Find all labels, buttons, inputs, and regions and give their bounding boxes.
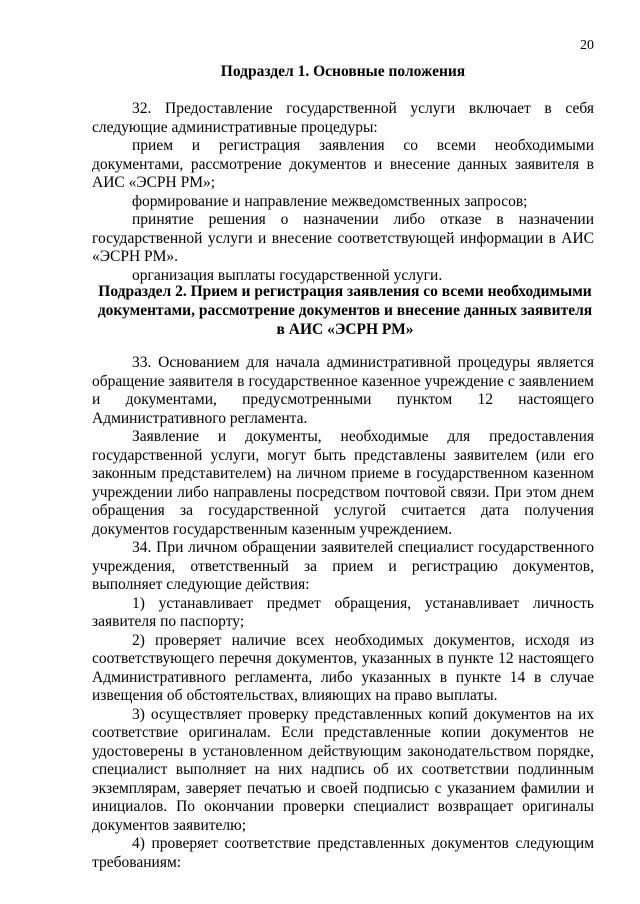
action-item-4: 4) проверяет соответствие представленных документов следующим требованиям: bbox=[92, 835, 594, 871]
paragraph-33-continued: Заявление и документы, необходимые для предоставления государственной услуги, могут быть представлены заявителем (или его законным представителем) на личном приеме в государственном казенном учреждении либо направлены посредством почтовой связи. При этом днем обращения за государственной услугой считается дата получения документов государственным казенным учреждением. bbox=[92, 428, 594, 538]
action-item-1: 1) устанавливает предмет обращения, устанавливает личность заявителя по паспорту; bbox=[92, 594, 594, 630]
subsection-2-title: Подраздел 2. Прием и регистрация заявления со всеми необходимыми документами, рассмотрение документов и внесение данных заявителя в АИС «ЭСРН РМ» bbox=[97, 283, 593, 338]
subsection-1-title: Подраздел 1. Основные положения bbox=[220, 63, 466, 80]
procedure-item: принятие решения о назначении либо отказе в назначении государственной услуги и внесение соответствующей информации в АИС «ЭСРН РМ». bbox=[92, 211, 594, 265]
page-number: 20 bbox=[580, 38, 594, 53]
action-item-3: 3) осуществляет проверку представленных копий документов на их соответствие оригиналам. Если представленные копии документов не удостоверены в установленном действующим законодательством порядке, специалист выполняет на них надпись об их соответствии подлинным экземплярам, заверяет печатью и своей подписью с указанием фамилии и инициалов. По окончании проверки специалист возвращает оригиналы документов заявителю; bbox=[92, 705, 594, 834]
subsection-1-body bbox=[92, 100, 594, 285]
procedure-item: формирование и направление межведомственных запросов; bbox=[132, 192, 528, 210]
procedure-item: организация выплаты государственной услуги. bbox=[132, 266, 443, 284]
subsection-2-body bbox=[92, 354, 594, 872]
paragraph-33: 33. Основанием для начала административной процедуры является обращение заявителя в государственное казенное учреждение с заявлением и документами, предусмотренными пунктом 12 настоящего Административного регламента. bbox=[92, 354, 594, 427]
action-item-2: 2) проверяет наличие всех необходимых документов, исходя из соответствующего перечня документов, указанных в пункте 12 настоящего Административного регламента, либо указанных в пункте 14 в случае извещения об обстоятельствах, влияющих на право выплаты. bbox=[92, 631, 594, 704]
paragraph-34: 34. При личном обращении заявителей специалист государственного учреждения, ответственный за прием и регистрацию документов, выполняет следующие действия: bbox=[92, 539, 594, 593]
paragraph-32: 32. Предоставление государственной услуги включает в себя следующие административные процедуры: bbox=[92, 100, 594, 136]
procedure-item: прием и регистрация заявления со всеми необходимыми документами, рассмотрение документов и внесение данных заявителя в АИС «ЭСРН РМ»; bbox=[92, 137, 594, 191]
